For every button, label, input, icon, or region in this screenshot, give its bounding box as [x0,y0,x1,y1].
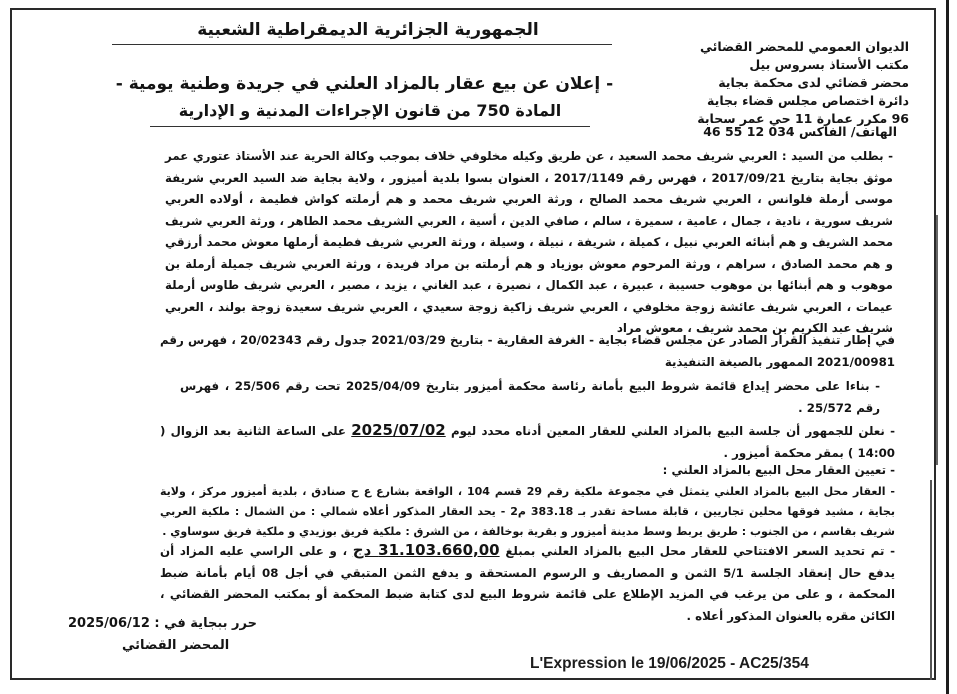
office-phone: الهاتف/ الفاكس 034 12 55 46 [703,124,897,139]
announcement-title: - إعلان عن بيع عقار بالمزاد العلني في جريدة وطنية يومية - [115,74,614,94]
auction-date-prefix: - نعلن للجمهور أن جلسة البيع بالمزاد العلني للعقار المعين أدناه محدد ليوم [450,424,895,438]
auction-date-suffix: على الساعة الثانية بعد الزوال ( 14:00 ) بمقر محكمة أميزور . [160,424,895,460]
publication-footer: L'Expression le 19/06/2025 - AC25/354 [530,655,809,672]
office-line: مكتب الأستاذ بسروس بيل [749,57,909,72]
price-suffix: ، و على الراسي عليه المزاد أن يدفع حال إنعقاد الجلسة 5/1 الثمن و المصاريف و الرسوم المستحقة و يدفع الثمن المتبقي في أجل 08 أيام بأمانة ضبط المحكمة ، و على من يرغب في المزيد الإطلاع على قائمة شروط البيع لدى كتابة ضبط المحكمة أو بمكتب المحضر القضائي ، الكائن مقره بالعنوان المذكور أعلاه . [160,544,895,623]
page-edge-stroke [930,480,932,680]
subtitle-underline [150,126,590,127]
parties-paragraph: - بطلب من السيد : العربي شريف محمد السعيد ، عن طريق وكيله مخلوفي خلاف بموجب وكالة الحرية عند الأستاذ عتوري عمر موثق بجاية بتاريخ 2017/09/21 ، فهرس رقم 2017/1149 ، العنوان بسوا بلدية أميزور ، ولاية بجاية ضد السيد العربي شريفة موسى أرملة فلوانس ، العربي شريف محمد الصالح ، ورثة العربي شريف محمد و هم أرملته كواش فطيمة ، أولاده العربي شريف سورية ، نادية ، جمال ، عامية ، سميرة ، سالم ، صافي الدين ، أسية ، العربي الشريف محمد الطاهر ، ورثة العربي شريف محمد الشريف و هم أبنائه العربي نبيل ، كميلة ، شريفة ، نبيلة ، وسيلة ، ورثة العربي شريف فطيمة أرملها معوش محمد أرزقي و هم محمد الصادق ، سراهم ، ورثة المرحوم معوش بوزياد و هم أرملته بن مراد فريدة ، ورثة العربي شريف جميلة أرملة بن موهوب و هم أبنائها بن موهوب حسيبة ، عبيرة ، عبد الكمال ، نصيرة ، عبد الغاني ، يزيد ، مصير ، العربي شريف طاوس أرملة عيمات ، العربي شريف عائشة زوجة مخلوفي ، العربي شريف زاكية زوجة سعيدي ، العربي شريف سعيدة زوجة بولند ، العربي شريف عبد الكريم بن محمد شريف ، معوش مراد [165,149,893,335]
office-line: 96 مكرر عمارة 11 حي عمر سحابة [697,111,909,126]
republic-heading: الجمهورية الجزائرية الديمقراطية الشعبية [197,20,539,40]
property-heading: - تعيين العقار محل البيع بالمزاد العلني : [662,463,895,477]
bailiff-office-block [609,38,909,128]
court-decision-paragraph: في إطار تنفيذ القرار الصادر عن مجلس قضاء بجاية - الغرفة العقارية - بتاريخ 2021/03/29 جدول رقم 20/02343 ، فهرس رقم 2021/00981 الممهور بالصيغة التنفيذية [160,333,895,369]
property-description: - العقار محل البيع بالمزاد العلني يتمثل في مجموعة ملكية رقم 29 قسم 104 ، الواقعة بشارع ع ح صنادق ، بلدية أميزور مركز ، ولاية بجاية ، مشيد فوقها محلين تجاريين ، قابلة مساحة تقدر بـ 383.18 م2 - يحد العقار المذكور أعلاه شمالي : من الشمال : ملكية العربي شريف بقاسم ، من الجنوب : طريق يربط وسط مدينة أميزور و بقرية بوخالفة ، من الشرق : ملكية فريق بوزيدي و ملكية فريق سوساوي . [160,485,895,538]
signature-date: حرر ببجاية في : 2025/06/12 [68,616,257,631]
signature-title: المحضر القضائي [122,638,230,653]
page-edge-stroke [946,0,949,694]
heading-underline [112,44,612,45]
opening-price-paragraph [160,540,895,622]
office-line: دائرة اختصاص مجلس قضاء بجاية [707,93,909,108]
announcement-subtitle: المادة 750 من قانون الإجراءات المدنية و الإدارية [178,101,562,120]
price-prefix: - تم تحديد السعر الافتتاحي للعقار محل البيع بالمزاد العلني بمبلغ [505,544,896,558]
opening-price-amount: 31.103.660,00 دج [352,541,500,559]
auction-date: 2025/07/02 [351,421,446,439]
office-line: الديوان العمومي للمحضر القضائي [700,39,909,54]
office-line: محضر قضائي لدى محكمة بجاية [718,75,909,90]
auction-date-paragraph [160,420,895,460]
page-edge-stroke [936,215,938,465]
conditions-deposit-paragraph: - بناءا على محضر إيداع قائمة شروط البيع بأمانة رئاسة محكمة أميزور بتاريخ 2025/04/09 تحت رقم 25/506 ، فهرس رقم 25/572 . [180,379,880,415]
